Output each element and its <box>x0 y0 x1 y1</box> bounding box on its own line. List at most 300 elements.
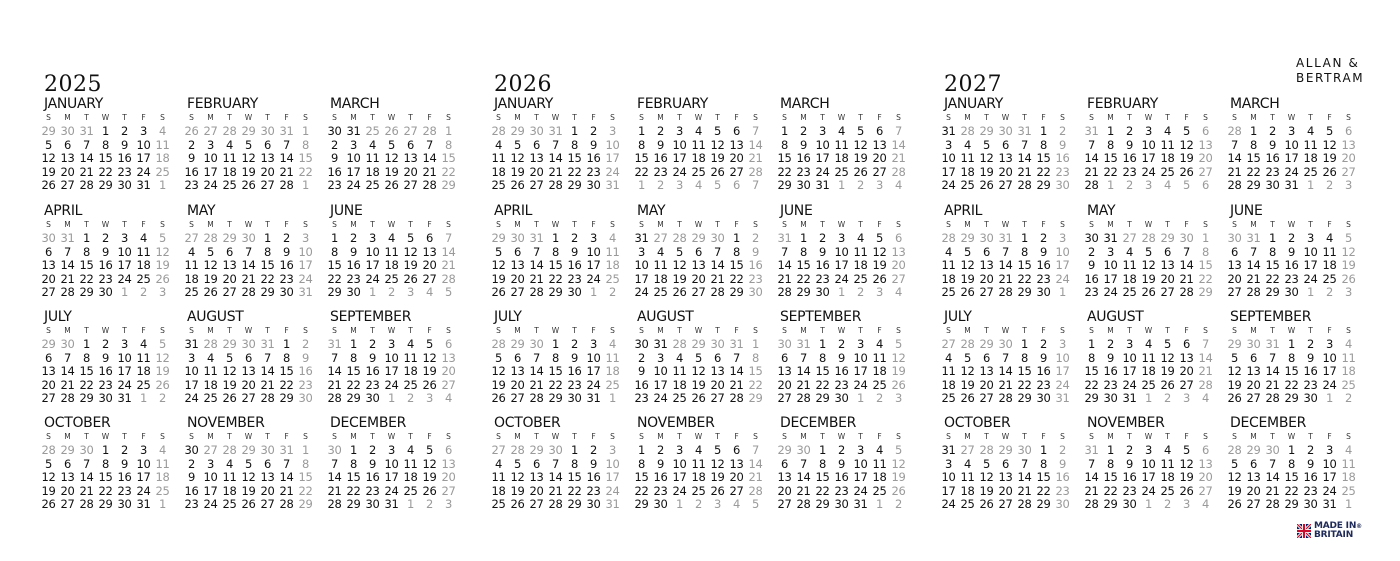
calendar-day: 23 <box>1265 164 1280 179</box>
calendar-day: 19 <box>672 271 687 286</box>
calendar-day: 27 <box>203 443 218 457</box>
calendar-day: 5 <box>1344 231 1353 245</box>
calendar-day: 30 <box>1055 497 1070 511</box>
weekday-label: T <box>984 220 989 229</box>
calendar-day: 23 <box>365 377 380 392</box>
calendar-day: 29 <box>960 231 975 245</box>
calendar-day: 12 <box>510 151 525 165</box>
calendar-day: 18 <box>853 258 868 272</box>
calendar-day: 11 <box>222 470 237 484</box>
calendar-day: 13 <box>529 151 544 165</box>
calendar-day: 18 <box>1141 364 1156 378</box>
weekday-label: T <box>820 113 825 122</box>
calendar-day: 17 <box>203 483 218 498</box>
calendar-day: 31 <box>279 124 294 138</box>
calendar-day: 25 <box>384 271 399 286</box>
calendar-day: 6 <box>263 456 272 471</box>
weekday-label: F <box>734 326 739 335</box>
weekday-label: W <box>1001 113 1010 122</box>
calendar-day: 23 <box>586 483 601 498</box>
calendar-day: 18 <box>184 271 199 286</box>
calendar-day: 19 <box>710 470 725 484</box>
calendar-day: 9 <box>656 456 665 471</box>
calendar-day: 29 <box>327 285 342 299</box>
calendar-day: 3 <box>675 178 684 192</box>
weekday-label: M <box>1107 113 1114 122</box>
calendar-day: 31 <box>1103 231 1118 245</box>
calendar-day: 18 <box>403 470 418 484</box>
weekday-label: F <box>1041 113 1046 122</box>
calendar-day: 27 <box>403 178 418 192</box>
calendar-day: 2 <box>589 443 598 457</box>
calendar-day: 16 <box>327 164 342 179</box>
calendar-day: 30 <box>586 497 601 511</box>
calendar-day: 13 <box>441 456 456 471</box>
weekday-label: S <box>1060 113 1065 122</box>
weekday-label: S <box>446 113 451 122</box>
calendar-day: 11 <box>872 350 887 365</box>
calendar-day: 1 <box>101 124 110 138</box>
calendar-day: 3 <box>856 337 865 351</box>
weekday-label: T <box>572 220 577 229</box>
calendar-day: 8 <box>570 137 579 152</box>
calendar-day: 31 <box>1284 178 1299 192</box>
calendar-day: 24 <box>586 377 601 392</box>
calendar-day: 20 <box>510 271 525 286</box>
calendar-day: 1 <box>856 391 865 405</box>
calendar-day: 4 <box>494 137 503 152</box>
calendar-day: 10 <box>365 244 380 259</box>
calendar-day: 10 <box>1055 244 1070 259</box>
calendar-day: 29 <box>1227 337 1242 351</box>
calendar-day: 15 <box>98 470 113 484</box>
calendar-day: 25 <box>403 377 418 392</box>
calendar-day: 2 <box>799 124 808 138</box>
calendar-day: 14 <box>279 151 294 165</box>
calendar-day: 25 <box>672 391 687 405</box>
weekday-label: W <box>694 432 703 441</box>
calendar-day: 28 <box>491 337 506 351</box>
calendar-day: 1 <box>637 124 646 138</box>
calendar-day: 4 <box>675 350 684 365</box>
calendar-day: 16 <box>1036 258 1051 272</box>
weekday-label: W <box>551 113 560 122</box>
calendar-day: 6 <box>244 350 253 365</box>
calendar-day: 18 <box>1341 470 1356 484</box>
calendar-day: 15 <box>796 258 811 272</box>
calendar-day: 5 <box>713 443 722 457</box>
month-name: FEBRUARY <box>187 96 259 112</box>
calendar-day: 24 <box>117 271 132 286</box>
calendar-day: 11 <box>184 258 199 272</box>
calendar-day: 14 <box>422 151 437 165</box>
calendar-day: 7 <box>82 456 91 471</box>
calendar-day: 27 <box>1246 391 1261 405</box>
calendar-day: 5 <box>206 244 215 259</box>
calendar-day: 5 <box>1230 350 1239 365</box>
calendar-day: 6 <box>263 137 272 152</box>
weekday-label: F <box>427 432 432 441</box>
calendar-day: 7 <box>732 350 741 365</box>
month-name: JULY <box>494 309 522 325</box>
calendar-day: 2 <box>1039 231 1048 245</box>
calendar-day: 3 <box>1125 337 1134 351</box>
calendar-day: 19 <box>1322 151 1337 165</box>
calendar-day: 30 <box>1303 497 1318 511</box>
weekday-label: T <box>1022 326 1027 335</box>
calendar-day: 14 <box>548 470 563 484</box>
calendar-day: 3 <box>675 124 684 138</box>
calendar-day: 22 <box>298 483 313 498</box>
weekday-label: S <box>610 220 615 229</box>
calendar-day: 5 <box>513 456 522 471</box>
calendar-day: 28 <box>1198 377 1213 392</box>
weekday-label: S <box>1346 113 1351 122</box>
calendar-day: 26 <box>384 124 399 138</box>
weekday-label: M <box>1107 326 1114 335</box>
calendar-day: 12 <box>872 244 887 259</box>
calendar-day: 5 <box>44 456 53 471</box>
calendar-day: 12 <box>241 151 256 165</box>
calendar-day: 8 <box>637 456 646 471</box>
weekday-label: W <box>1001 326 1010 335</box>
calendar-day: 6 <box>1201 124 1210 138</box>
calendar-day: 28 <box>203 337 218 351</box>
calendar-day: 7 <box>713 244 722 259</box>
calendar-day: 30 <box>279 285 294 299</box>
calendar-day: 9 <box>656 137 665 152</box>
calendar-day: 10 <box>1141 456 1156 471</box>
calendar-day: 30 <box>815 285 830 299</box>
calendar-day: 1 <box>82 337 91 351</box>
calendar-day: 24 <box>605 483 620 498</box>
calendar-day: 8 <box>263 244 272 259</box>
calendar-day: 16 <box>748 258 763 272</box>
calendar-day: 14 <box>79 151 94 165</box>
calendar-day: 8 <box>551 244 560 259</box>
weekday-label: W <box>244 326 253 335</box>
calendar-day: 5 <box>425 337 434 351</box>
calendar-day: 31 <box>279 443 294 457</box>
calendar-day: 23 <box>567 271 582 286</box>
weekday-label: S <box>1232 113 1237 122</box>
weekday-label: S <box>46 326 51 335</box>
calendar-day: 7 <box>1268 350 1277 365</box>
calendar-day: 30 <box>1036 391 1051 405</box>
weekday-label: M <box>1250 113 1257 122</box>
weekday-label: W <box>694 113 703 122</box>
calendar-day: 16 <box>1122 470 1137 484</box>
calendar-day: 27 <box>260 178 275 192</box>
calendar-day: 29 <box>1103 497 1118 511</box>
calendar-day: 5 <box>1182 124 1191 138</box>
calendar-day: 12 <box>222 364 237 378</box>
calendar-day: 16 <box>653 151 668 165</box>
calendar-day: 17 <box>1141 151 1156 165</box>
calendar-day: 10 <box>384 350 399 365</box>
calendar-day: 1 <box>818 443 827 457</box>
calendar-day: 7 <box>551 456 560 471</box>
calendar-day: 25 <box>222 178 237 192</box>
calendar-day: 31 <box>853 497 868 511</box>
calendar-day: 16 <box>298 364 313 378</box>
calendar-day: 2 <box>1163 391 1172 405</box>
calendar-day: 28 <box>796 497 811 511</box>
calendar-day: 1 <box>387 391 396 405</box>
calendar-day: 20 <box>1160 271 1175 286</box>
calendar-day: 17 <box>384 364 399 378</box>
calendar-day: 23 <box>634 391 649 405</box>
weekday-label: T <box>572 326 577 335</box>
month-name: FEBRUARY <box>1087 96 1159 112</box>
calendar-day: 2 <box>187 137 196 152</box>
calendar-day: 28 <box>529 391 544 405</box>
calendar-day: 26 <box>979 497 994 511</box>
calendar-day: 4 <box>368 137 377 152</box>
calendar-day: 27 <box>710 391 725 405</box>
calendar-day: 17 <box>815 151 830 165</box>
calendar-day: 17 <box>634 271 649 286</box>
calendar-day: 3 <box>1144 443 1153 457</box>
calendar-day: 2 <box>1058 124 1067 138</box>
calendar-day: 19 <box>41 483 56 498</box>
calendar-day: 14 <box>1017 151 1032 165</box>
weekday-label: W <box>101 220 110 229</box>
calendar-day: 4 <box>944 350 953 365</box>
calendar-day: 5 <box>225 350 234 365</box>
calendar-day: 26 <box>155 271 170 286</box>
weekday-label: M <box>64 220 71 229</box>
calendar-day: 5 <box>244 456 253 471</box>
weekday-label: W <box>837 113 846 122</box>
calendar-day: 12 <box>891 350 906 365</box>
calendar-day: 20 <box>1246 483 1261 498</box>
calendar-day: 30 <box>586 178 601 192</box>
calendar-day: 30 <box>834 391 849 405</box>
calendar-day: 24 <box>672 164 687 179</box>
calendar-day: 7 <box>751 178 760 192</box>
calendar-day: 1 <box>837 285 846 299</box>
calendar-day: 12 <box>853 137 868 152</box>
calendar-day: 27 <box>441 377 456 392</box>
calendar-day: 9 <box>368 350 377 365</box>
calendar-day: 15 <box>548 258 563 272</box>
calendar-day: 18 <box>691 151 706 165</box>
calendar-day: 6 <box>1201 178 1210 192</box>
calendar-day: 29 <box>346 497 361 511</box>
calendar-day: 1 <box>158 497 167 511</box>
calendar-day: 22 <box>98 164 113 179</box>
weekday-label: W <box>387 113 396 122</box>
calendar-day: 20 <box>1198 470 1213 484</box>
weekday-label: M <box>800 220 807 229</box>
calendar-day: 20 <box>729 151 744 165</box>
calendar-day: 5 <box>675 244 684 259</box>
calendar-day: 6 <box>780 456 789 471</box>
calendar-day: 5 <box>875 231 884 245</box>
weekday-label: S <box>639 113 644 122</box>
calendar-day: 18 <box>960 164 975 179</box>
calendar-day: 31 <box>941 124 956 138</box>
calendar-day: 21 <box>1084 483 1099 498</box>
calendar-day: 5 <box>894 443 903 457</box>
weekday-label: W <box>837 432 846 441</box>
weekday-label: T <box>858 113 863 122</box>
calendar-day: 1 <box>637 443 646 457</box>
calendar-day: 22 <box>796 271 811 286</box>
weekday-label: T <box>715 432 720 441</box>
weekday-label: S <box>946 113 951 122</box>
calendar-day: 3 <box>589 337 598 351</box>
calendar-day: 15 <box>279 364 294 378</box>
calendar-day: 29 <box>1160 231 1175 245</box>
calendar-day: 5 <box>1144 244 1153 259</box>
calendar-day: 4 <box>225 456 234 471</box>
calendar-day: 31 <box>1084 443 1099 457</box>
weekday-label: S <box>1060 432 1065 441</box>
weekday-label: W <box>101 326 110 335</box>
calendar-day: 12 <box>691 364 706 378</box>
month-name: JULY <box>44 309 72 325</box>
calendar-day: 19 <box>979 164 994 179</box>
calendar-day: 7 <box>282 456 291 471</box>
weekday-label: T <box>122 220 127 229</box>
calendar-day: 15 <box>441 151 456 165</box>
weekday-label: S <box>446 220 451 229</box>
calendar-day: 18 <box>834 151 849 165</box>
weekday-label: S <box>896 326 901 335</box>
calendar-day: 18 <box>136 364 151 378</box>
month-name: MAY <box>637 203 666 219</box>
calendar-day: 30 <box>365 497 380 511</box>
calendar-day: 3 <box>837 231 846 245</box>
calendar-day: 27 <box>241 391 256 405</box>
calendar-day: 28 <box>327 391 342 405</box>
calendar-day: 30 <box>1246 337 1261 351</box>
calendar-day: 15 <box>567 151 582 165</box>
calendar-day: 2 <box>1306 443 1315 457</box>
calendar-day: 2 <box>818 231 827 245</box>
calendar-day: 25 <box>136 377 151 392</box>
calendar-day: 22 <box>748 377 763 392</box>
calendar-day: 30 <box>117 178 132 192</box>
calendar-day: 2 <box>1325 285 1334 299</box>
calendar-day: 28 <box>279 497 294 511</box>
calendar-day: 24 <box>1055 377 1070 392</box>
weekday-label: S <box>782 220 787 229</box>
weekday-label: W <box>1144 220 1153 229</box>
calendar-day: 28 <box>979 443 994 457</box>
calendar-day: 16 <box>1265 151 1280 165</box>
calendar-day: 6 <box>444 443 453 457</box>
calendar-day: 30 <box>777 337 792 351</box>
calendar-day: 11 <box>1122 258 1137 272</box>
calendar-day: 3 <box>368 231 377 245</box>
calendar-day: 25 <box>1160 164 1175 179</box>
calendar-day: 17 <box>136 151 151 165</box>
calendar-day: 31 <box>117 391 132 405</box>
calendar-day: 30 <box>1036 285 1051 299</box>
calendar-day: 16 <box>586 470 601 484</box>
calendar-day: 21 <box>327 483 342 498</box>
weekday-label: S <box>303 220 308 229</box>
calendar-day: 5 <box>1182 443 1191 457</box>
calendar-day: 6 <box>406 137 415 152</box>
weekday-label: S <box>189 113 194 122</box>
calendar-day: 29 <box>548 285 563 299</box>
calendar-day: 6 <box>1163 244 1172 259</box>
calendar-day: 31 <box>1084 124 1099 138</box>
calendar-day: 7 <box>244 244 253 259</box>
weekday-label: F <box>1327 326 1332 335</box>
calendar-day: 23 <box>1084 285 1099 299</box>
calendar-day: 30 <box>346 285 361 299</box>
calendar-day: 25 <box>960 178 975 192</box>
calendar-day: 8 <box>282 350 291 365</box>
calendar-day: 9 <box>1087 258 1096 272</box>
calendar-day: 4 <box>139 231 148 245</box>
calendar-day: 10 <box>672 456 687 471</box>
weekday-label: S <box>1232 432 1237 441</box>
calendar-day: 11 <box>960 151 975 165</box>
calendar-day: 2 <box>1287 231 1296 245</box>
calendar-day: 23 <box>117 483 132 498</box>
calendar-day: 21 <box>260 377 275 392</box>
calendar-day: 1 <box>349 337 358 351</box>
calendar-day: 9 <box>349 244 358 259</box>
calendar-day: 13 <box>222 258 237 272</box>
calendar-day: 20 <box>998 483 1013 498</box>
weekday-label: T <box>858 220 863 229</box>
calendar-day: 13 <box>729 137 744 152</box>
calendar-day: 6 <box>63 456 72 471</box>
calendar-day: 9 <box>330 151 339 165</box>
calendar-day: 30 <box>298 391 313 405</box>
calendar-day: 5 <box>494 350 503 365</box>
calendar-day: 5 <box>713 124 722 138</box>
calendar-day: 21 <box>729 377 744 392</box>
calendar-day: 14 <box>891 137 906 152</box>
calendar-day: 3 <box>1144 124 1153 138</box>
weekday-label: S <box>1232 326 1237 335</box>
calendar-day: 9 <box>187 470 196 484</box>
weekday-label: S <box>946 432 951 441</box>
calendar-day: 30 <box>979 231 994 245</box>
calendar-day: 1 <box>263 231 272 245</box>
calendar-day: 8 <box>349 350 358 365</box>
calendar-day: 2 <box>368 443 377 457</box>
calendar-day: 21 <box>1265 483 1280 498</box>
calendar-day: 14 <box>710 258 725 272</box>
calendar-day: 2 <box>101 231 110 245</box>
calendar-day: 30 <box>529 337 544 351</box>
month-name: NOVEMBER <box>1087 415 1165 431</box>
calendar-day: 22 <box>1265 271 1280 286</box>
calendar-day: 12 <box>710 137 725 152</box>
weekday-label: T <box>408 432 413 441</box>
calendar-day: 3 <box>1325 443 1334 457</box>
calendar-day: 20 <box>691 271 706 286</box>
weekday-label: M <box>207 220 214 229</box>
calendar-day: 31 <box>1265 337 1280 351</box>
brand-line-1: ALLAN & <box>1296 56 1360 70</box>
calendar-day: 26 <box>241 178 256 192</box>
calendar-day: 21 <box>279 164 294 179</box>
calendar-day: 18 <box>1122 271 1137 286</box>
calendar-day: 1 <box>349 443 358 457</box>
calendar-day: 27 <box>184 231 199 245</box>
calendar-day: 25 <box>155 483 170 498</box>
